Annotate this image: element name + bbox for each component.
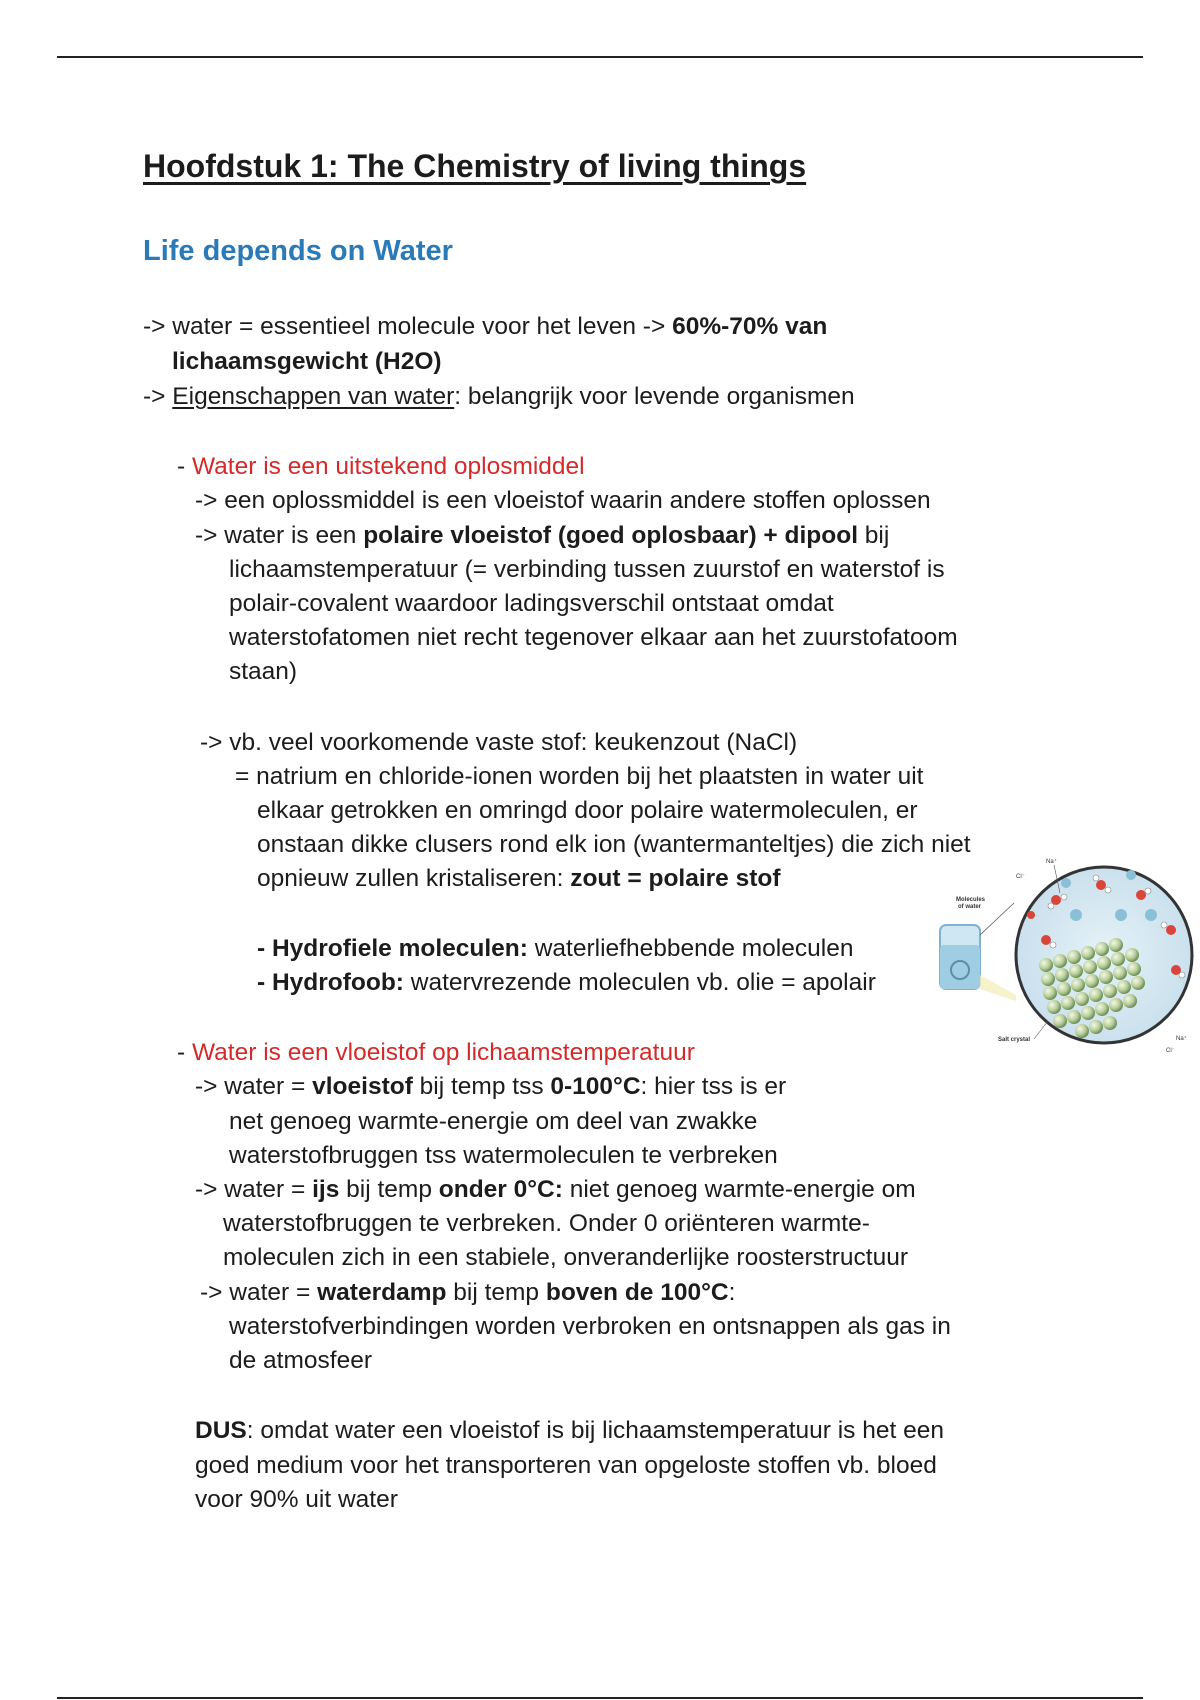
label-of-water: of water	[958, 904, 982, 910]
s1-bullet-1: -> een oplossmiddel is een vloeistof waarin andere stoffen oplossen	[195, 487, 931, 514]
hydrofiel-line: - Hydrofiele moleculen: waterliefhebbende moleculen	[257, 935, 854, 962]
s2-vloeistof-line-3: waterstofbruggen tss watermoleculen te verbreken	[229, 1142, 778, 1169]
s1-bullet-2-line-2: lichaamstemperatuur (= verbinding tussen zuurstof en waterstof is	[229, 556, 945, 583]
label-na-top: Na⁺	[1046, 859, 1057, 865]
subsection-heading-lichaamstemperatuur: - Water is een vloeistof op lichaamstemperatuur	[177, 1039, 695, 1066]
top-rule	[57, 56, 1143, 58]
intro-line-2: lichaamsgewicht (H2O)	[172, 348, 442, 375]
conclusion-line-1: DUS: omdat water een vloeistof is bij lichaamstemperatuur is het een	[195, 1417, 944, 1444]
s2-ijs-line-2: waterstofbruggen te verbreken. Onder 0 oriënteren warmte-	[223, 1210, 870, 1237]
page-title: Hoofdstuk 1: The Chemistry of living things	[143, 148, 807, 184]
eigenschappen-link: Eigenschappen van water	[172, 383, 455, 410]
label-cl-top: Cl⁻	[1016, 874, 1025, 880]
s1-bullet-2-line-5: staan)	[229, 658, 298, 685]
s2-ijs-line-3: moleculen zich in een stabiele, onveranderlijke roosterstructuur	[223, 1244, 908, 1271]
s1-bullet-2-line-3: polair-covalent waardoor ladingsverschil ontstaat omdat	[229, 590, 834, 617]
s2-waterdamp-line-2: waterstofverbindingen worden verbroken en ontsnappen als gas in	[229, 1313, 951, 1340]
s1-example-line-2: = natrium en chloride-ionen worden bij het plaatsten in water uit	[235, 763, 924, 790]
s1-example-line-4: onstaan dikke clusers rond elk ion (wantermanteltjes) die zich niet	[257, 831, 971, 858]
s2-bullet-vloeistof: -> water = vloeistof bij temp tss 0-100°C: hier tss is er	[195, 1073, 787, 1100]
hydrofoob-line: - Hydrofoob: watervrezende moleculen vb. olie = apolair	[257, 969, 876, 996]
section-heading: Life depends on Water	[143, 235, 453, 267]
s1-example-line-3: elkaar getrokken en omringd door polaire watermoleculen, er	[257, 797, 918, 824]
label-molecules: Molecules	[956, 897, 986, 903]
s2-bullet-waterdamp: -> water = waterdamp bij temp boven de 100°C:	[200, 1279, 736, 1306]
s2-waterdamp-line-3: de atmosfeer	[229, 1347, 372, 1374]
salt-dissolution-figure	[936, 845, 1196, 1055]
label-cl-bottom: Cl⁻	[1166, 1048, 1175, 1054]
intro-line-1: -> water = essentieel molecule voor het leven -> 60%-70% van	[143, 313, 828, 340]
s2-vloeistof-line-2: net genoeg warmte-energie om deel van zwakke	[229, 1108, 758, 1135]
s1-bullet-2-line-4: waterstofatomen niet recht tegenover elkaar aan het zuurstofatoom	[229, 624, 958, 651]
s2-bullet-ijs: -> water = ijs bij temp onder 0°C: niet genoeg warmte-energie om	[195, 1176, 916, 1203]
bottom-rule	[57, 1697, 1143, 1699]
label-salt-crystal: Salt crystal	[998, 1037, 1031, 1043]
s1-example-line-1: -> vb. veel voorkomende vaste stof: keukenzout (NaCl)	[200, 729, 798, 756]
subsection-heading-oplosmiddel: - Water is een uitstekend oplosmiddel	[177, 453, 585, 480]
conclusion-line-2: goed medium voor het transporteren van opgeloste stoffen vb. bloed	[195, 1452, 937, 1479]
s1-bullet-2: -> water is een polaire vloeistof (goed oplosbaar) + dipool bij	[195, 522, 890, 549]
beaker-icon	[940, 925, 980, 989]
intro-line-3: -> Eigenschappen van water: belangrijk voor levende organismen	[143, 383, 855, 410]
conclusion-line-3: voor 90% uit water	[195, 1486, 398, 1513]
label-na-bottom: Na⁺	[1176, 1036, 1187, 1042]
s1-example-line-5: opnieuw zullen kristaliseren: zout = polaire stof	[257, 865, 781, 892]
